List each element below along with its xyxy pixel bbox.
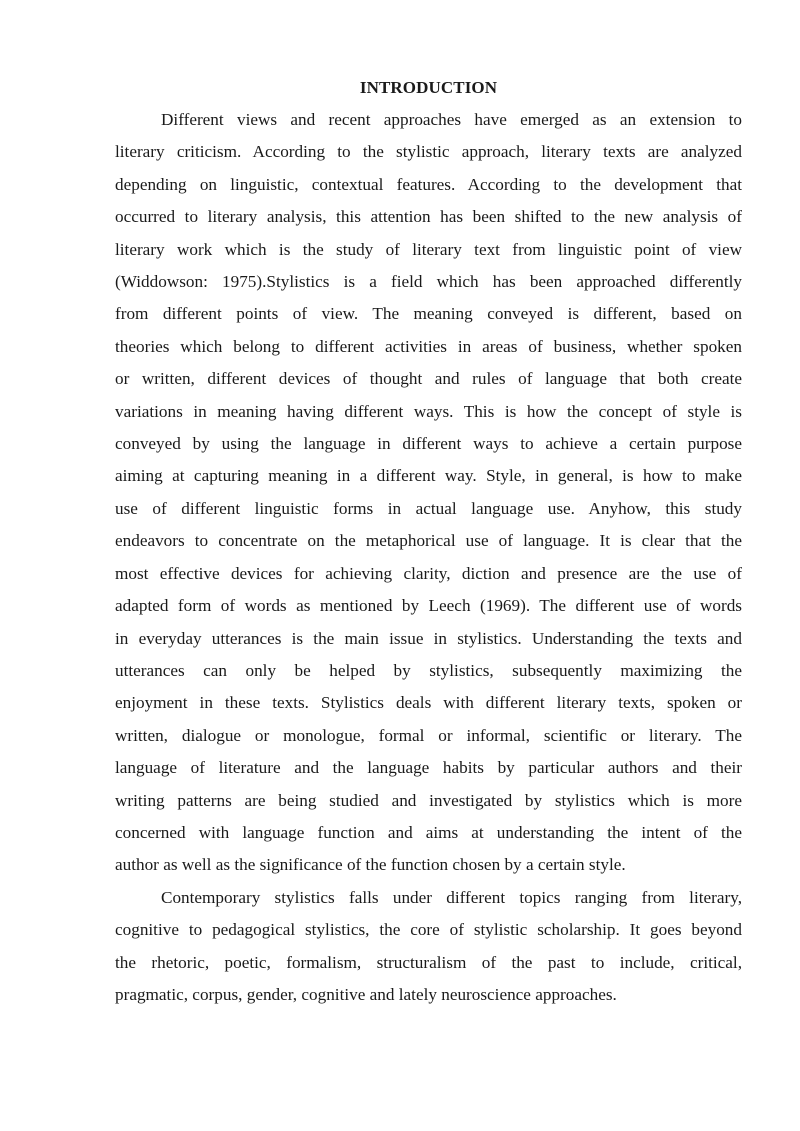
text-line: enjoyment in these texts. Stylistics deals with different literary texts, spoken or [115,693,742,713]
text-line: literary work which is the study of literary text from linguistic point of view [115,239,742,259]
text-line: most effective devices for achieving clarity, diction and presence are the use of [115,563,742,583]
text-line: language of literature and the language habits by particular authors and their [115,758,742,778]
text-line: or written, different devices of thought and rules of language that both create [115,369,742,389]
text-line: use of different linguistic forms in actual language use. Anyhow, this study [115,498,742,518]
page-title: INTRODUCTION [359,78,498,97]
text-line: conveyed by using the language in different ways to achieve a certain purpose [115,434,742,454]
text-line: cognitive to pedagogical stylistics, the core of stylistic scholarship. It goes beyond [115,920,742,940]
text-line: endeavors to concentrate on the metaphorical use of language. It is clear that the [115,531,742,551]
text-line: adapted form of words as mentioned by Leech (1969). The different use of words [115,596,742,616]
text-line: aiming at capturing meaning in a different way. Style, in general, is how to make [115,466,742,486]
text-line: (Widdowson: 1975).Stylistics is a field which has been approached differently [115,272,742,292]
text-line: pragmatic, corpus, gender, cognitive and lately neuroscience approaches. [115,984,617,1004]
text-line: writing patterns are being studied and investigated by stylistics which is more [115,790,742,810]
text-line: from different points of view. The meaning conveyed is different, based on [115,304,742,324]
text-line: theories which belong to different activities in areas of business, whether spoken [115,336,742,356]
paragraph [115,104,742,882]
text-line: variations in meaning having different ways. This is how the concept of style is [115,401,742,421]
text-line: the rhetoric, poetic, formalism, structuralism of the past to include, critical, [115,952,742,972]
text-line: utterances can only be helped by stylistics, subsequently maximizing the [115,660,742,680]
paragraph [115,882,742,1012]
text-line: written, dialogue or monologue, formal or informal, scientific or literary. The [115,725,742,745]
document-body [115,76,742,1011]
text-line: Different views and recent approaches have emerged as an extension to [161,110,742,129]
text-line: concerned with language function and aims at understanding the intent of the [115,822,742,842]
text-line: depending on linguistic, contextual features. According to the development that [115,174,742,194]
text-line: author as well as the significance of the function chosen by a certain style. [115,855,626,875]
text-line: occurred to literary analysis, this attention has been shifted to the new analysis of [115,207,742,227]
text-line: Contemporary stylistics falls under different topics ranging from literary, [161,887,742,907]
text-line: literary criticism. According to the stylistic approach, literary texts are analyzed [115,142,742,162]
text-line: in everyday utterances is the main issue in stylistics. Understanding the texts and [115,628,742,648]
